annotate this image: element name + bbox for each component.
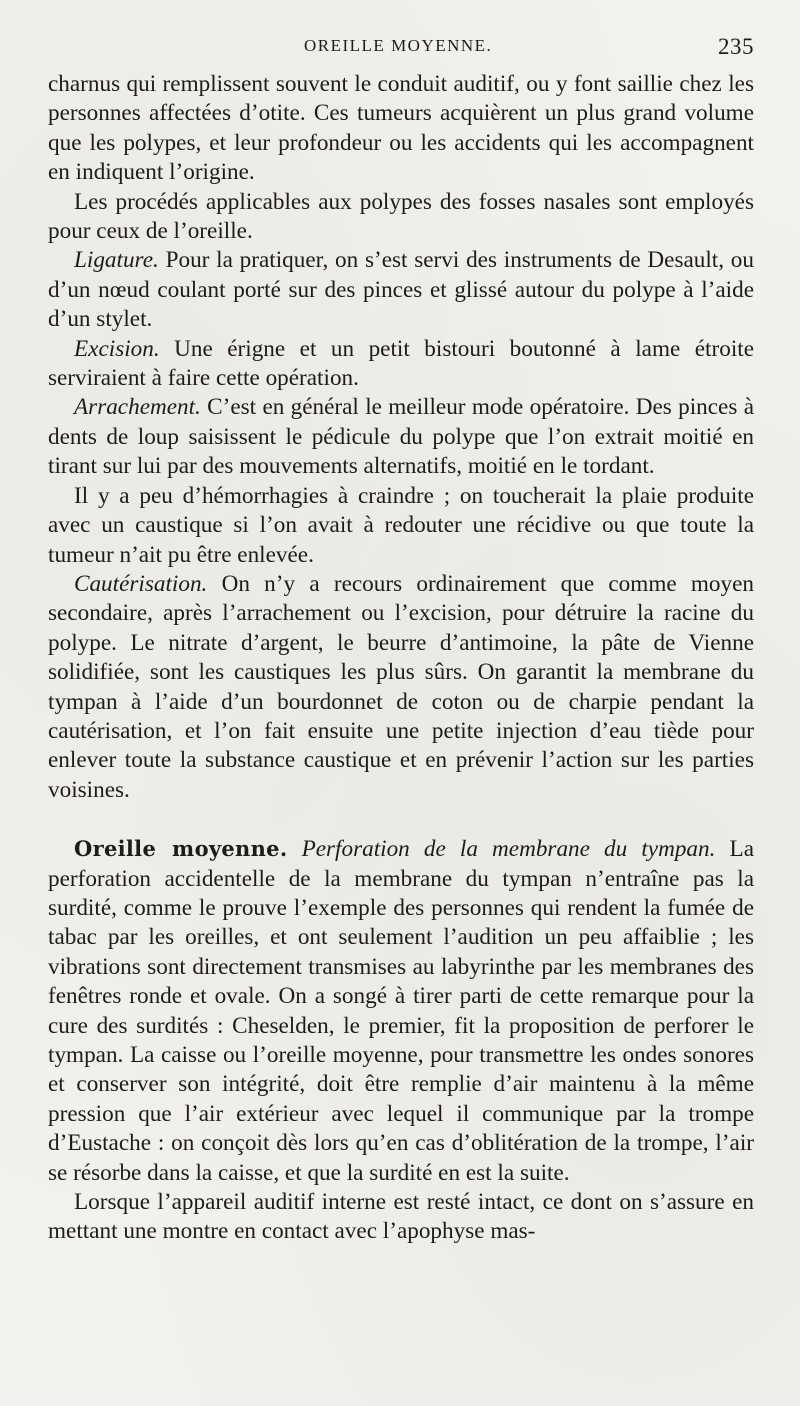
paragraph-excision: Excision. Une érigne et un petit bistouri boutonné à lame étroite serviraient à faire cette opération. <box>48 335 754 392</box>
paragraph-oreille-moyenne: Oreille moyenne. Perforation de la membrane du tympan. La perforation accidentelle de la membrane du tympan n’entraîne pas la surdité, comme le prouve l’exemple des personnes qui rendent la fumée de tabac par les oreilles, et ont seulement l’audition un peu affaiblie ; les vibrations sont directement transmises au labyrinthe par les membranes des fenêtres ronde et ovale. On a songé à tirer parti de cette remarque pour la cure des surdités : Cheselden, le premier, fit la proposition de perforer le tympan. La caisse ou l’oreille moyenne, pour transmettre les ondes sonores et conserver son intégrité, doit être remplie d’air maintenu à la même pression que l’air extérieur avec lequel il communique par la trompe d’Eustache : on conçoit dès lors qu’en cas d’oblitération de la trompe, l’air se résorbe dans la caisse, et que la surdité en est la suite. <box>48 836 754 1186</box>
term-ligature: Ligature. <box>74 247 159 274</box>
paragraph-arrachement: Arrachement. C’est en général le meilleur mode opératoire. Des pinces à dents de loup saisissent le pédicule du polype que l’on extrait moitié en tirant sur lui par des mouvements alternatifs, moitié en le tordant. <box>48 394 754 480</box>
term-cauterisation: Cautérisation. <box>74 570 208 597</box>
paragraph-procedures: Les procédés applicables aux polypes des fosses nasales sont employés pour ceux de l’oreille. <box>48 188 754 245</box>
running-title: OREILLE MOYENNE. <box>304 36 493 55</box>
paragraph-continuation: charnus qui remplissent souvent le conduit auditif, ou y font saillie chez les personnes affectées d’otite. Ces tumeurs acquièrent un plus grand volume que les polypes, et leur profondeur ou les accidents qui les accompagnent en indiquent l’origine. <box>48 71 754 186</box>
paragraph-ligature: Ligature. Pour la pratiquer, on s’est servi des instruments de Desault, ou d’un nœud coulant porté sur des pinces et glissé autour du polype à l’aide d’un stylet. <box>48 247 754 333</box>
term-arrachement: Arrachement. <box>74 394 201 421</box>
paragraph-cauterisation: Cautérisation. On n’y a recours ordinairement que comme moyen secondaire, après l’arrachement ou l’excision, pour détruire la racine du polype. Le nitrate d’argent, le beurre d’antimoine, la pâte de Vienne solidifiée, sont les caustiques les plus sûrs. On garantit la membrane du tympan à l’aide d’un bourdonnet de coton ou de charpie pendant la cautérisation, et l’on fait ensuite une petite injection d’eau tiède pour enlever toute la substance caustique et en prévenir l’action sur les parties voisines. <box>48 570 754 803</box>
section-heading: Oreille moyenne. <box>74 836 288 862</box>
paragraph-hemorrhagies: Il y a peu d’hémorrhagies à craindre ; on toucherait la plaie produite avec un caustique si l’on avait à redouter une récidive ou que toute la tumeur n’ait pu être enlevée. <box>48 482 754 568</box>
section-gap <box>48 805 754 834</box>
paragraph-appareil-auditif: Lorsque l’appareil auditif interne est resté intact, ce dont on s’assure en mettant une montre en contact avec l’apophyse mas- <box>48 1189 754 1245</box>
term-excision: Excision. <box>74 335 160 362</box>
page-number: 235 <box>718 34 754 59</box>
term-perforation: Perforation de la membrane du tympan. <box>287 836 716 863</box>
page-header <box>48 30 754 70</box>
